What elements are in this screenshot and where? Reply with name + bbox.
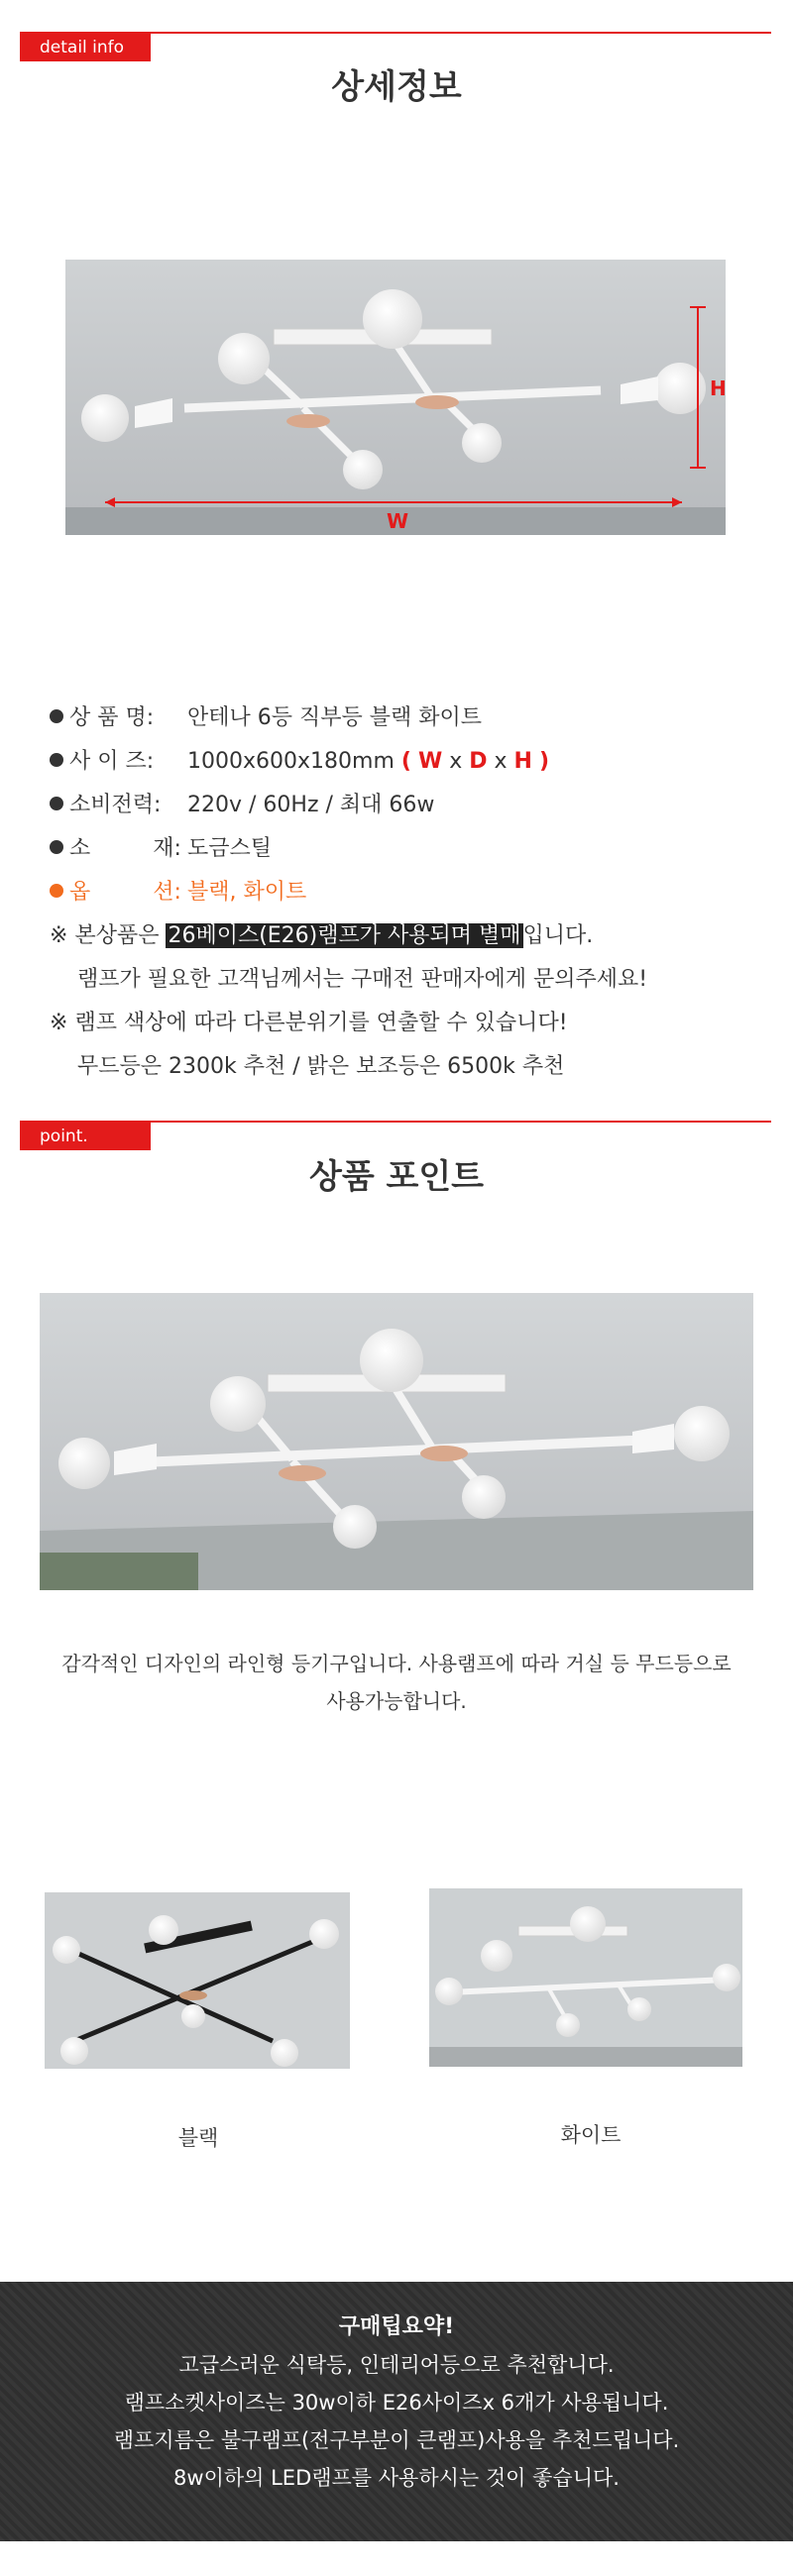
spec-row-name: 상 품 명: 안테나 6등 직부등 블랙 화이트: [50, 697, 743, 740]
detail-title: 상세정보: [331, 67, 462, 107]
bullet-icon: [50, 753, 63, 767]
black-caption: 블랙: [177, 2126, 219, 2150]
bullet-icon: [50, 709, 63, 723]
detail-info-tag: detail info: [20, 34, 151, 61]
point-product-photo: [40, 1293, 753, 1590]
detail-divider: [20, 32, 771, 34]
bullet-icon: [50, 797, 63, 810]
spec-list: [50, 697, 743, 1089]
tips-line: 8w이하의 LED램프를 사용하시는 것이 좋습니다.: [173, 2466, 620, 2490]
black-variant-photo: [45, 1892, 350, 2069]
note-lamp-color: ※ 램프 색상에 따라 다른분위기를 연출할 수 있습니다!: [50, 1011, 568, 1035]
bullet-icon: [50, 884, 63, 898]
height-dimension-line: [688, 305, 708, 470]
spec-power-value: 220v / 60Hz / 최대 66w: [187, 793, 435, 817]
spec-name-value: 안테나 6등 직부등 블랙 화이트: [187, 705, 482, 730]
purchase-tips-panel: [0, 2282, 793, 2541]
spec-row-option: 옵 션: 블랙, 화이트: [50, 871, 743, 914]
note-color-temp: 무드등은 2300k 추천 / 밝은 보조등은 6500k 추천: [77, 1054, 565, 1079]
note-lamp-base: ※ 본상품은 26베이스(E26)램프가 사용되며 별매입니다.: [50, 923, 594, 948]
width-dimension-label: W: [387, 509, 409, 533]
spec-row-size: 사 이 즈: 1000x600x180mm ( W x D x H ): [50, 740, 743, 784]
point-tag: point.: [20, 1123, 151, 1150]
height-dimension-label: H: [710, 376, 727, 400]
white-caption: 화이트: [560, 2123, 622, 2147]
white-variant-photo: [429, 1888, 742, 2067]
tips-title: 구매팁요약!: [338, 2314, 455, 2339]
spec-row-power: 소비전력: 220v / 60Hz / 최대 66w: [50, 784, 743, 827]
tips-line: 램프소켓사이즈는 30w이하 E26사이즈x 6개가 사용됩니다.: [124, 2391, 669, 2415]
tips-line: 고급스러운 식탁등, 인테리어등으로 추천합니다.: [178, 2353, 615, 2377]
spec-material-value: 도금스틸: [187, 836, 273, 861]
bullet-icon: [50, 840, 63, 854]
point-title: 상품 포인트: [308, 1157, 485, 1197]
spec-row-material: 소 재: 도금스틸: [50, 827, 743, 871]
highlighted-note: 26베이스(E26)램프가 사용되며 별매: [168, 923, 521, 948]
note-contact-seller: 램프가 필요한 고객님께서는 구매전 판매자에게 문의주세요!: [77, 967, 648, 992]
tips-line: 램프지름은 불구램프(전구부분이 큰램프)사용을 추천드립니다.: [113, 2428, 680, 2452]
spec-size-value: 1000x600x180mm: [187, 749, 395, 774]
detail-product-photo: [65, 260, 726, 535]
point-description: 감각적인 디자인의 라인형 등기구입니다. 사용램프에 따라 거실 등 무드등으로 사용가능합니다.: [61, 1652, 732, 1713]
spec-option-value: 블랙, 화이트: [187, 880, 307, 905]
